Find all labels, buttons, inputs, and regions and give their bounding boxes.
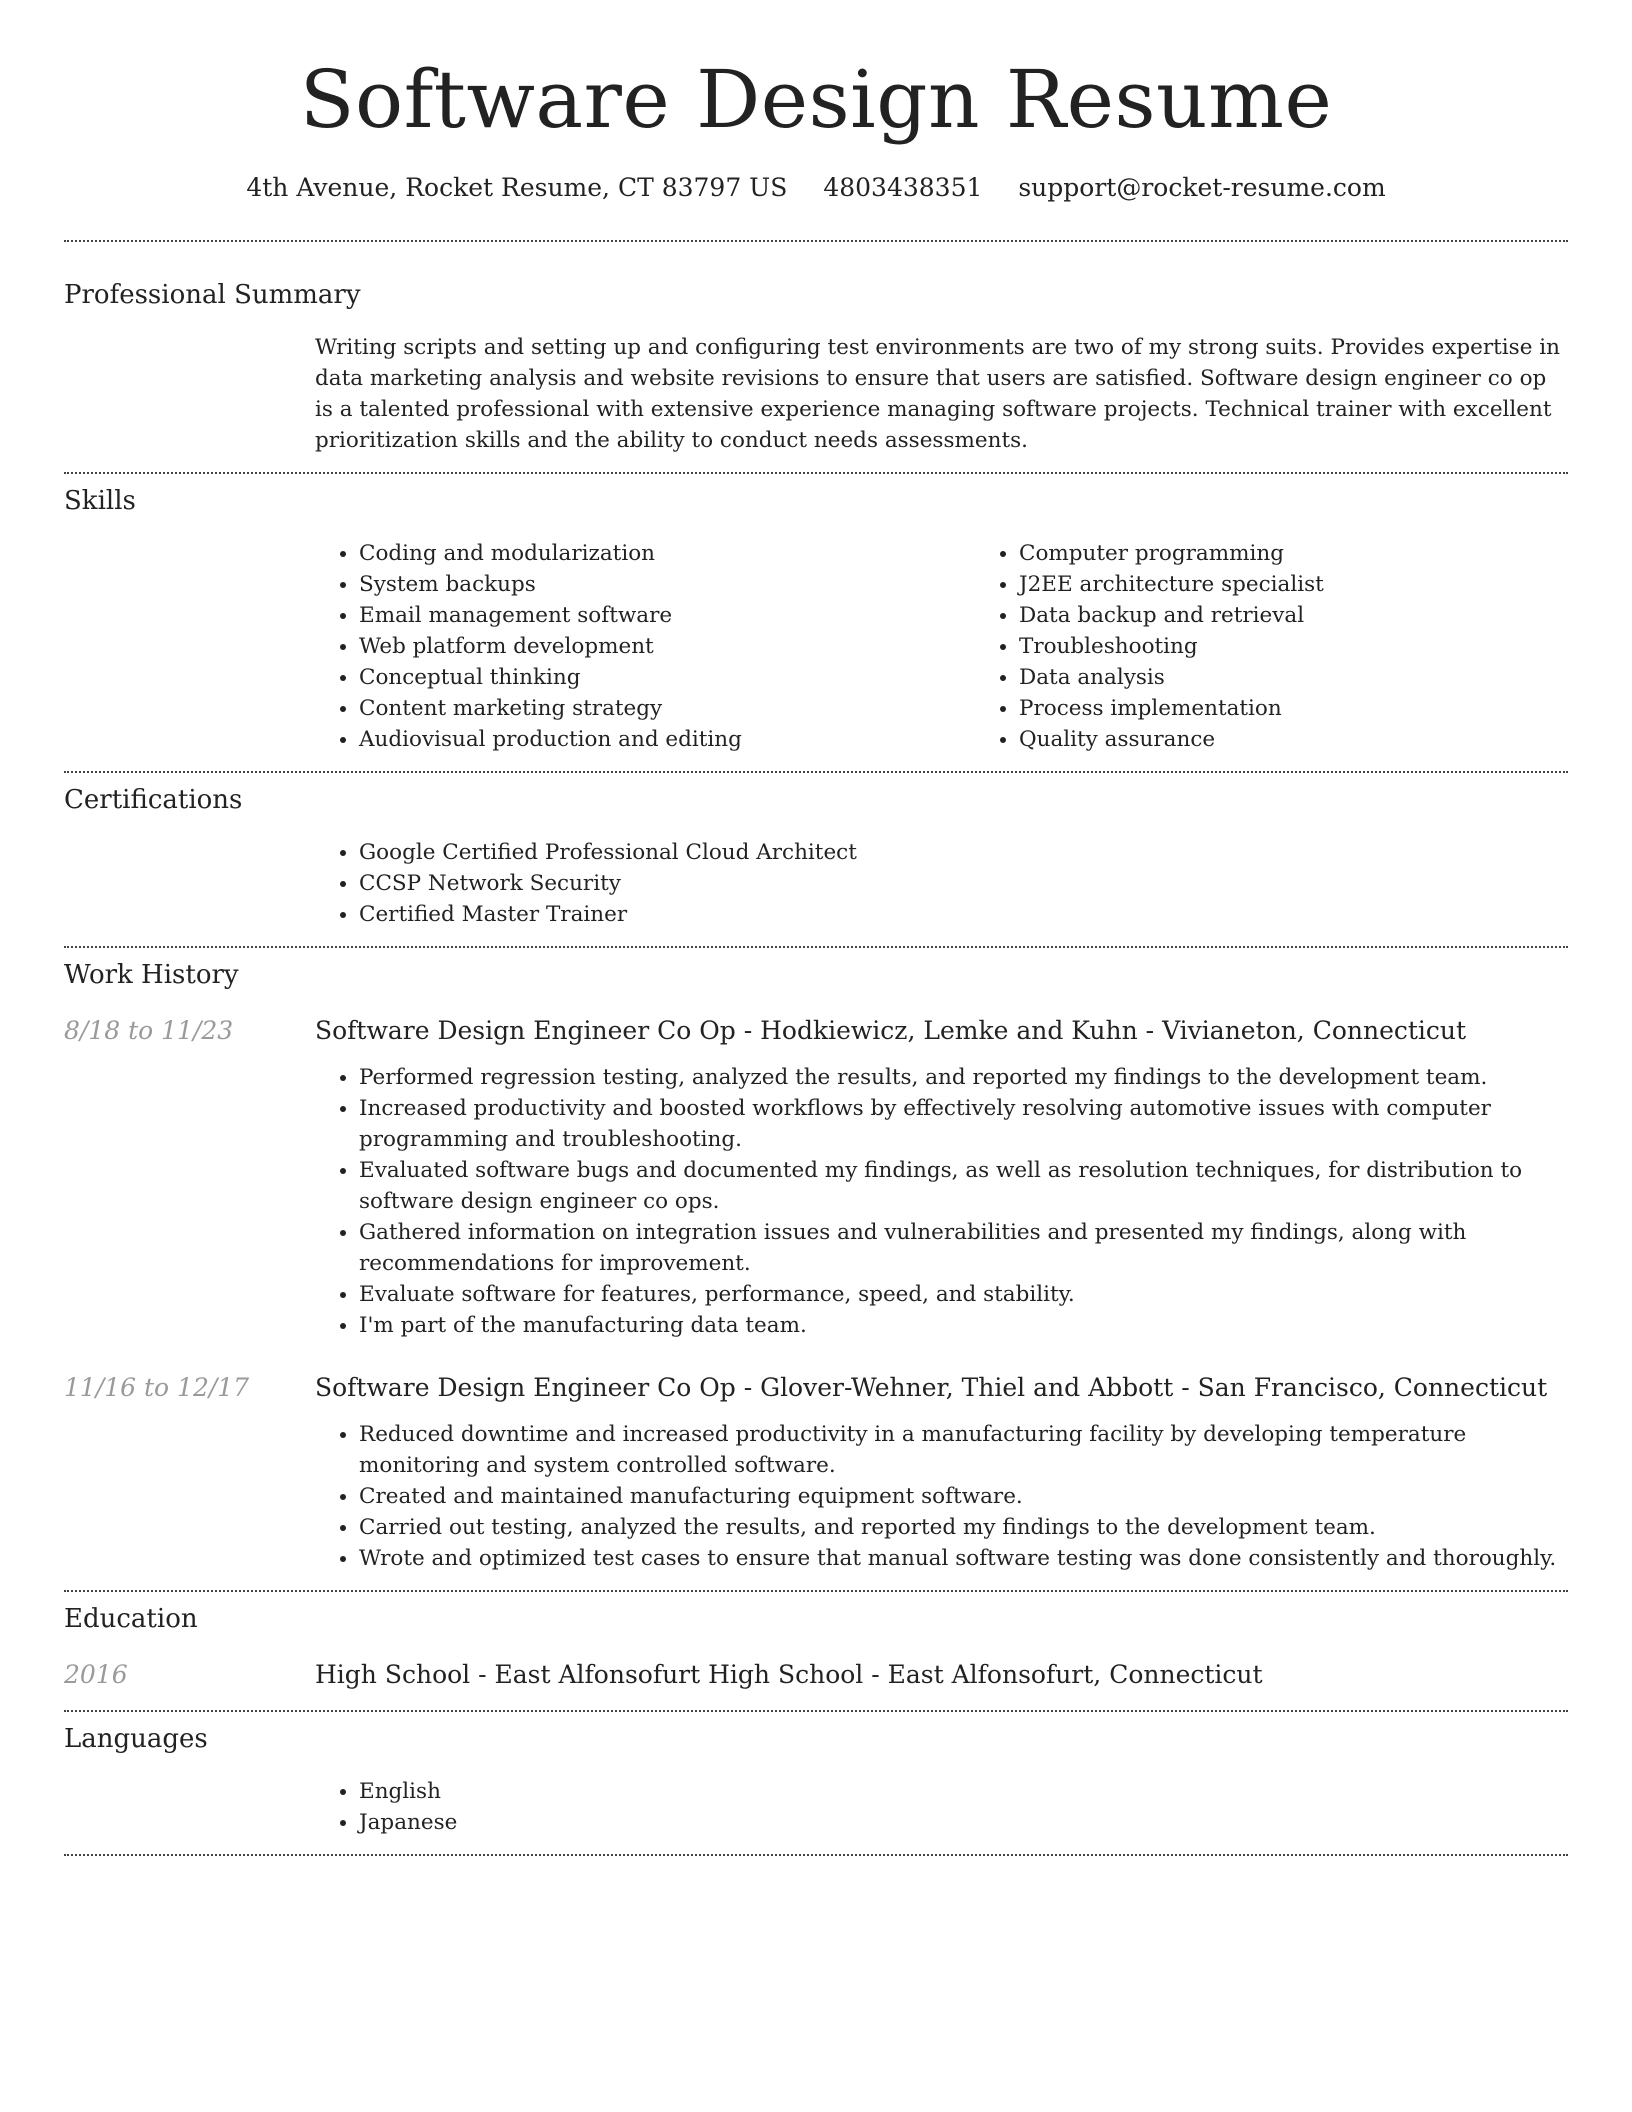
divider [64,1854,1568,1856]
job-bullets [315,1419,1568,1574]
list-item: • Conceptual thinking [359,662,975,693]
section-heading: Education [64,1604,198,1634]
certifications-list [315,837,1568,930]
list-item: • Data analysis [1019,662,1632,693]
job-dates: 11/16 to 12/17 [64,1373,250,1402]
section-heading: Languages [64,1724,208,1754]
job-title: Software Design Engineer Co Op - Hodkiewicz, Lemke and Kuhn - Vivianeton, Connecticut [315,1016,1467,1045]
skills-section [64,474,1568,771]
section-heading: Skills [64,486,136,516]
contact-line [64,172,1568,204]
list-item: • Process implementation [1019,693,1632,724]
email: support@rocket-resume.com [1018,173,1386,202]
list-item: • Evaluate software for features, performance, speed, and stability. [359,1279,1568,1310]
list-item: • System backups [359,569,975,600]
list-item: • Japanese [359,1807,1568,1838]
list-item: • CCSP Network Security [359,868,1568,899]
list-item: • Content marketing strategy [359,693,975,724]
job-entry [64,1371,1568,1405]
list-item: • Audiovisual production and editing [359,724,975,755]
list-item: • Evaluated software bugs and documented my findings, as well as resolution techniques, for distribution to software design engineer co ops. [359,1155,1568,1217]
list-item: • Web platform development [359,631,975,662]
list-item: • Certified Master Trainer [359,899,1568,930]
education-year: 2016 [64,1660,128,1689]
section-heading: Certifications [64,785,243,815]
job-dates: 8/18 to 11/23 [64,1016,234,1045]
list-item: • J2EE architecture specialist [1019,569,1632,600]
languages-section [64,1712,1568,1854]
summary-section [64,242,1568,472]
list-item: • Data backup and retrieval [1019,600,1632,631]
skills-list-left [315,538,975,755]
list-item: • English [359,1776,1568,1807]
work-history-section [64,948,1568,1590]
skills-list-right [975,538,1632,755]
address: 4th Avenue, Rocket Resume, CT 83797 US [246,173,788,202]
list-item: • Google Certified Professional Cloud Architect [359,837,1568,868]
certifications-section [64,773,1568,946]
job-entry [64,1014,1568,1048]
list-item: • Quality assurance [1019,724,1632,755]
phone: 4803438351 [823,173,983,202]
list-item: • Reduced downtime and increased productivity in a manufacturing facility by developing temperature monitoring and system controlled software. [359,1419,1568,1481]
list-item: • Gathered information on integration issues and vulnerabilities and presented my findings, along with recommendations for improvement. [359,1217,1568,1279]
section-heading: Professional Summary [64,280,361,310]
job-bullets [315,1062,1568,1341]
job-title: Software Design Engineer Co Op - Glover-Wehner, Thiel and Abbott - San Francisco, Connecticut [315,1373,1548,1402]
education-title: High School - East Alfonsofurt High School - East Alfonsofurt, Connecticut [315,1660,1263,1689]
list-item: • Performed regression testing, analyzed the results, and reported my findings to the development team. [359,1062,1568,1093]
list-item: • Wrote and optimized test cases to ensure that manual software testing was done consistently and thoroughly. [359,1543,1568,1574]
summary-text: Writing scripts and setting up and configuring test environments are two of my strong suits. Provides expertise in data marketing analysis and website revisions to ensure that users are satisfied. Software design engineer co op is a talented professional with extensive experience managing software projects. Technical trainer with excellent prioritization skills and the ability to conduct needs assessments. [315,335,1560,453]
list-item: • Increased productivity and boosted workflows by effectively resolving automotive issues with computer programming and troubleshooting. [359,1093,1568,1155]
list-item: • Troubleshooting [1019,631,1632,662]
section-heading: Work History [64,960,239,990]
languages-list [315,1776,1568,1838]
list-item: • Computer programming [1019,538,1632,569]
list-item: • Email management software [359,600,975,631]
list-item: • Coding and modularization [359,538,975,569]
resume-title: Software Design Resume [299,53,1333,146]
list-item: • I'm part of the manufacturing data team. [359,1310,1568,1341]
education-entry [64,1658,1568,1692]
education-section [64,1592,1568,1710]
list-item: • Carried out testing, analyzed the results, and reported my findings to the development team. [359,1512,1568,1543]
list-item: • Created and maintained manufacturing equipment software. [359,1481,1568,1512]
